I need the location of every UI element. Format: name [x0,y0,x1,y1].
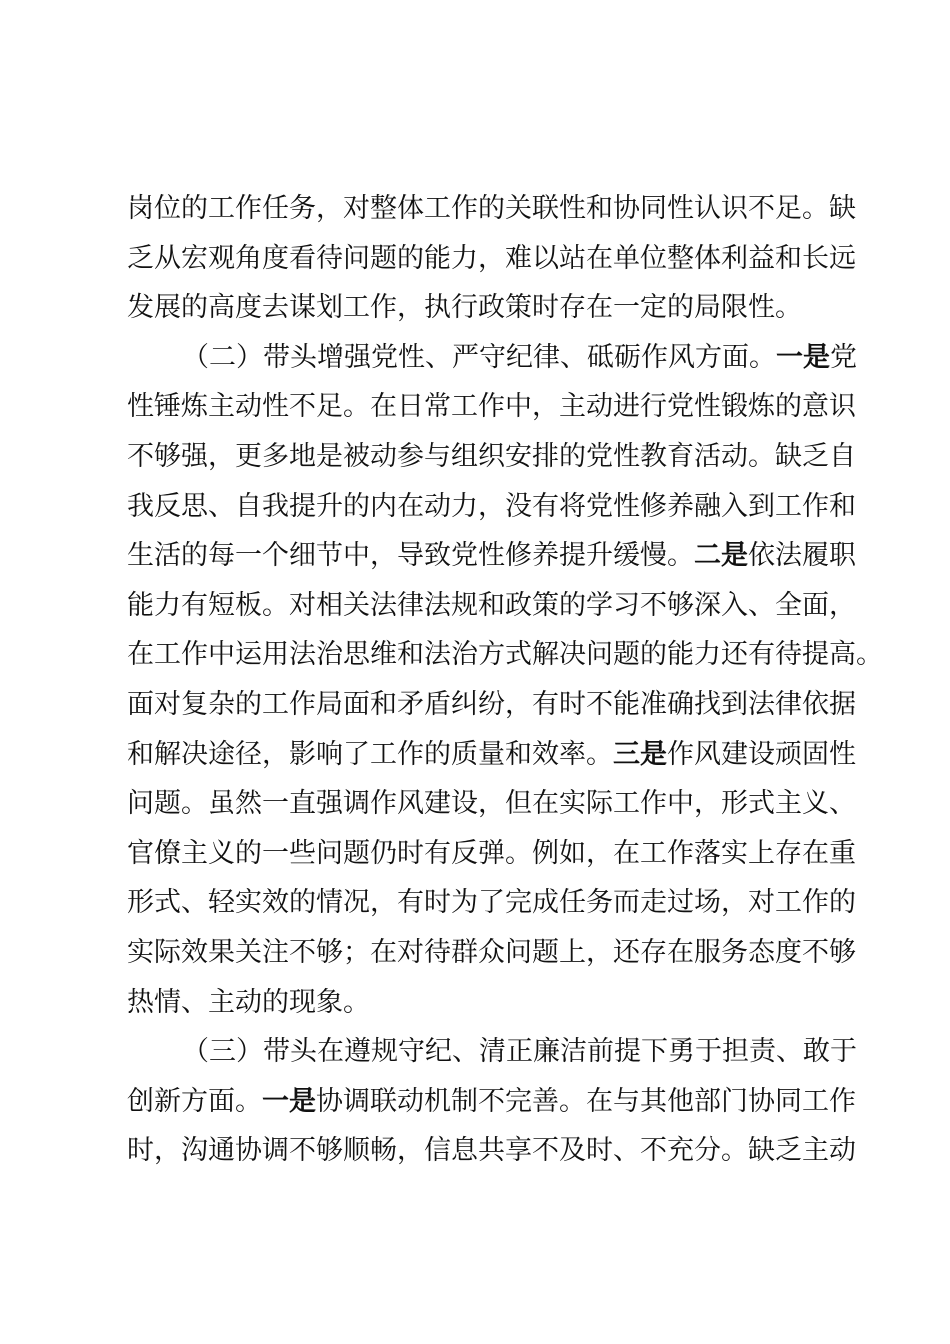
text-line [127,829,856,879]
text-line [127,382,856,432]
text-segment: 能力有短板。对相关法律法规和政策的学习不够深入、全面， [127,589,856,621]
bold-marker: 一是 [776,341,830,373]
text-line [127,283,833,333]
text-line [127,730,856,780]
text-line [127,878,856,928]
text-segment: 面对复杂的工作局面和矛盾纠纷，有时不能准确找到法律依据 [127,688,856,720]
text-segment: 我反思、自我提升的内在动力，没有将党性修养融入到工作和 [127,490,856,522]
bold-marker: 三是 [613,738,667,770]
text-segment: 党 [830,341,857,373]
text-line [127,928,856,978]
text-line [127,581,856,631]
text-segment: 生活的每一个细节中，导致党性修养提升缓慢。 [127,540,694,572]
text-line [127,531,856,581]
section-heading: （二）带头增强党性、严守纪律、砥砺作风方面。 [182,341,776,373]
text-line [127,779,856,829]
text-line [127,680,856,730]
text-segment: 创新方面。 [127,1085,262,1117]
bold-marker: 二是 [694,540,748,572]
text-line [127,432,856,482]
text-line [127,184,856,234]
document-body [127,184,883,1176]
text-segment: 问题。虽然一直强调作风建设，但在实际工作中，形式主义、 [127,788,856,820]
text-line [127,1077,856,1127]
text-line [127,1126,856,1176]
text-segment: 作风建设顽固性 [667,738,856,770]
text-line [127,978,833,1028]
text-segment: 协调联动机制不完善。在与其他部门协同工作 [316,1085,856,1117]
text-line [127,234,856,284]
text-segment: 和解决途径，影响了工作的质量和效率。 [127,738,613,770]
text-segment: 热情、主动的现象。 [127,986,370,1018]
text-line [127,630,883,680]
text-segment: 岗位的工作任务，对整体工作的关联性和协同性认识不足。缺 [127,193,856,224]
text-segment: 形式、轻实效的情况，有时为了完成任务而走过场，对工作的 [127,887,856,919]
text-segment: 依法履职 [748,540,856,572]
section-heading-line [127,1027,857,1077]
text-line [127,482,856,532]
text-segment: 性锤炼主动性不足。在日常工作中，主动进行党性锻炼的意识 [127,391,856,423]
text-segment: 在工作中运用法治思维和法治方式解决问题的能力还有待提高。 [127,639,883,671]
text-segment: 时，沟通协调不够顺畅，信息共享不及时、不充分。缺乏主动 [127,1135,856,1167]
text-segment: 官僚主义的一些问题仍时有反弹。例如，在工作落实上存在重 [127,837,856,869]
bold-marker: 一是 [262,1085,316,1117]
text-segment: 发展的高度去谋划工作，执行政策时存在一定的局限性。 [127,292,802,324]
text-segment: 乏从宏观角度看待问题的能力，难以站在单位整体利益和长远 [127,242,856,274]
section-heading: （三）带头在遵规守纪、清正廉洁前提下勇于担责、敢于 [182,1036,857,1068]
section-heading-line [127,333,857,383]
text-segment: 不够强，更多地是被动参与组织安排的党性教育活动。缺乏自 [127,440,856,472]
text-segment: 实际效果关注不够；在对待群众问题上，还存在服务态度不够 [127,936,856,968]
